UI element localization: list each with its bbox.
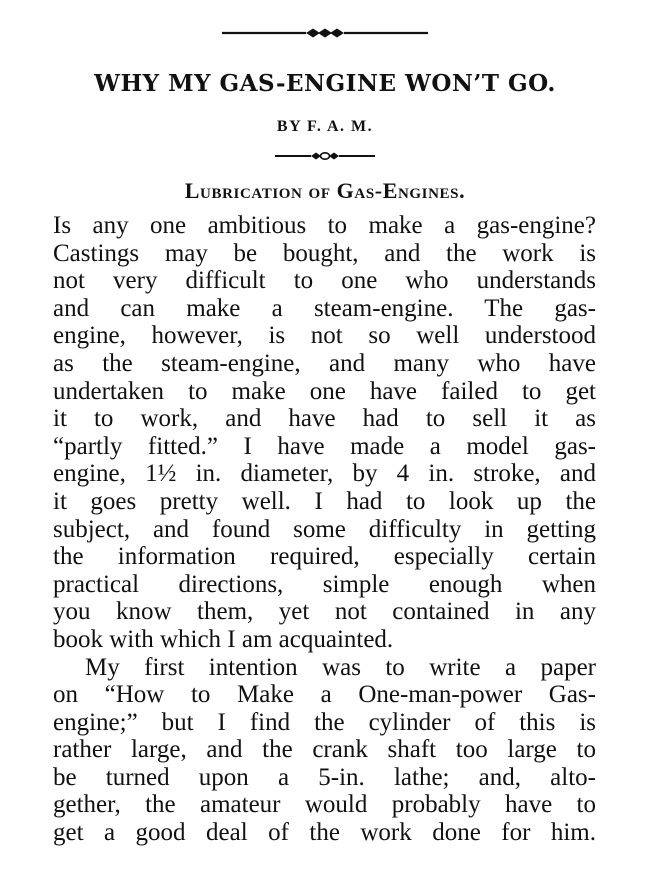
article-byline: BY F. A. M.: [276, 118, 374, 135]
paragraph-2: [53, 654, 596, 847]
text-line: it to work, and have had to sell it as: [53, 405, 596, 433]
text-line: practical directions, simple enough when: [53, 570, 596, 598]
text-line: not very difficult to one who understands: [53, 267, 596, 295]
text-line: be turned upon a 5-in. lathe; and, alto-: [53, 763, 596, 791]
text-line: “partly fitted.” I have made a model gas-: [53, 432, 596, 460]
text-line: you know them, yet not contained in any: [53, 598, 596, 626]
text-line: it goes pretty well. I had to look up the: [53, 487, 596, 515]
text-line: engine;” but I find the cylinder of this is: [53, 708, 596, 736]
article-title: WHY MY GAS-ENGINE WON’T GO.: [94, 70, 556, 97]
section-subheading: Lubrication of Gas-Engines.: [184, 178, 466, 203]
text-line: rather large, and the crank shaft too large to: [53, 736, 596, 764]
text-line: Castings may be bought, and the work is: [53, 239, 596, 267]
middle-rule-ornament: [273, 150, 377, 162]
text-line: on “How to Make a One-man-power Gas-: [53, 681, 596, 709]
text-line: get a good deal of the work done for him.: [53, 819, 596, 847]
text-line: engine, 1½ in. diameter, by 4 in. stroke, and: [53, 460, 596, 488]
text-line: the information required, especially certain: [53, 543, 596, 571]
text-line: as the steam-engine, and many who have: [53, 349, 596, 377]
text-line: subject, and found some difficulty in getting: [53, 515, 596, 543]
text-line: gether, the amateur would probably have to: [53, 791, 596, 819]
text-line: engine, however, is not so well understood: [53, 322, 596, 350]
text-line: Is any one ambitious to make a gas-engine?: [53, 212, 596, 239]
article-body: [53, 212, 596, 847]
text-line: and can make a steam-engine. The gas-: [53, 294, 596, 322]
top-rule-ornament: [220, 26, 430, 40]
text-line: undertaken to make one have failed to get: [53, 377, 596, 405]
text-line: My first intention was to write a paper: [85, 653, 596, 681]
paragraph-1: [53, 212, 596, 654]
text-line: book with which I am acquainted.: [53, 625, 394, 653]
